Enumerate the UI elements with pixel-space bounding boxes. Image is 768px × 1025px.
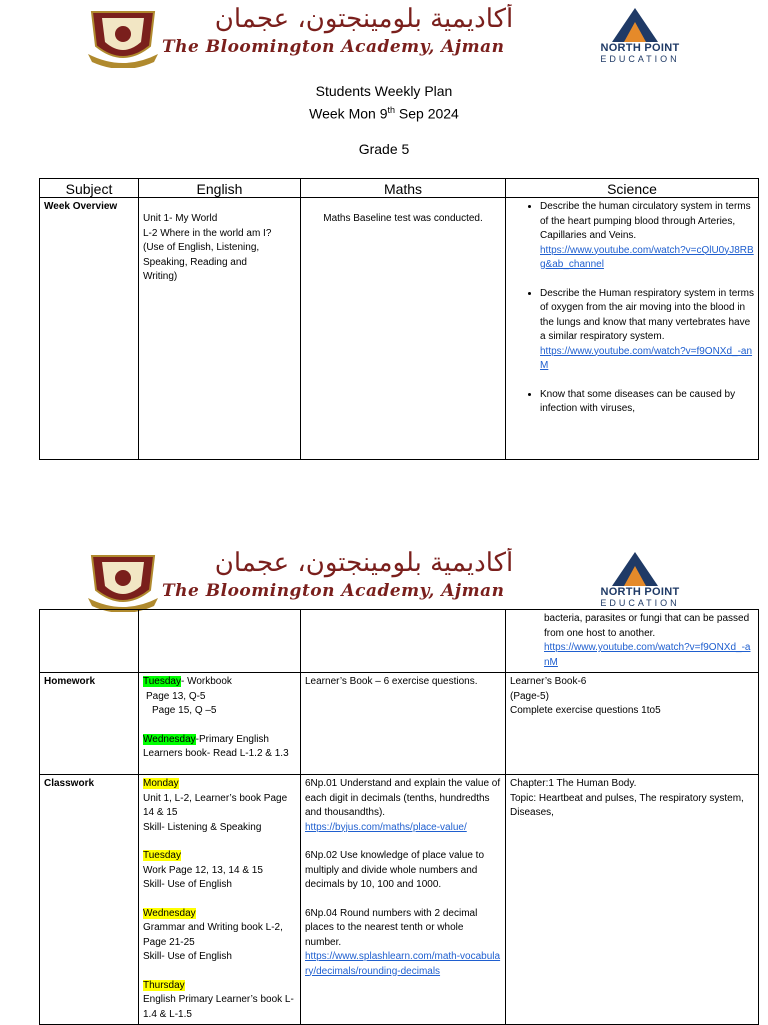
reference-link[interactable]: https://byjus.com/maths/place-value/ (305, 821, 467, 833)
classwork-science: Chapter:1 The Human Body. Topic: Heartbeat and pulses, The respiratory system, Diseases, (506, 775, 759, 1025)
homework-science: Learner’s Book-6 (Page-5) Complete exercise questions 1to5 (506, 673, 759, 775)
list-item: • Know that some diseases can be caused by infection with viruses, (540, 388, 756, 417)
homework-maths: Learner’s Book – 6 exercise questions. (301, 673, 506, 775)
header-maths: Maths (301, 179, 506, 198)
school-name-english: The Bloomington Academy, Ajman (162, 581, 505, 601)
school-crest-icon (84, 550, 162, 612)
school-header-page2 (84, 548, 700, 612)
partner-name: NORTH POINT (600, 586, 680, 598)
week-label: Week Mon 9th Sep 2024 (309, 105, 459, 122)
mountain-logo-icon (610, 6, 660, 44)
homework-english: Tuesday- Workbook Page 13, Q-5 Page 15, Q –5 Wednesday-Primary English Learners book- Read L-1.2 & 1.3 (139, 673, 301, 775)
row-label: Homework (40, 673, 139, 775)
list-item: • Describe the Human respiratory system in terms of oxygen from the air moving into the blood in the lungs and know that many vertebrates have a similar respiratory system. https://www.youtube.com/watch?v=f9ONXd_-anM (540, 287, 756, 374)
table-row-week-overview (40, 198, 759, 460)
table-row-overview-continued (40, 610, 759, 673)
weekly-plan-table-page2 (39, 609, 759, 1025)
partner-subtitle: EDUCATION (600, 598, 680, 608)
school-header (84, 4, 700, 68)
overview-maths-cont (301, 610, 506, 673)
document-title-block (0, 82, 768, 124)
table-row-homework (40, 673, 759, 775)
video-link[interactable]: https://www.youtube.com/watch?v=f9ONXd_-anM (544, 642, 751, 668)
header-english: English (139, 179, 301, 198)
mountain-logo-icon (610, 550, 660, 588)
reference-link[interactable]: https://www.splashlearn.com/math-vocabulary/decimals/rounding-decimals (305, 951, 501, 977)
table-header-row (40, 179, 759, 198)
classwork-maths: 6Np.01 Understand and explain the value of each digit in decimals (tenths, hundredths and thousandths). https://byjus.com/maths/place-value/ 6Np.02 Use knowledge of place value to multiply and divide whole numbers and decimals by 10, 100 and 1000. 6Np.04 Round numbers with 2 decimal places to the nearest tenth or whole number. https://www.splashlearn.com/math-vocabulary/decimals/rounding-decimals (301, 775, 506, 1025)
video-link[interactable]: https://www.youtube.com/watch?v=f9ONXd_-anM (540, 345, 753, 371)
day-highlight: Wednesday (143, 907, 196, 919)
overview-english-cont (139, 610, 301, 673)
school-name-arabic: أكاديمية بلومينجتون، عجمان (214, 548, 514, 578)
partner-logo (580, 4, 700, 66)
list-item: • Describe the human circulatory system in terms of the heart pumping blood through Arteries, Capillaries and Veins. https://www.youtube.com/watch?v=cQlU0yJ8RBg&ab_channel (540, 200, 756, 273)
overview-science-cont: bacteria, parasites or fungi that can be passed from one host to another. https://www.youtube.com/watch?v=f9ONXd_-anM (506, 610, 759, 673)
row-label-empty (40, 610, 139, 673)
video-link[interactable]: https://www.youtube.com/watch?v=cQlU0yJ8RBg&ab_channel (540, 244, 754, 270)
partner-name: NORTH POINT (600, 42, 680, 54)
table-row-classwork (40, 775, 759, 1025)
school-name-english: The Bloomington Academy, Ajman (162, 37, 505, 57)
overview-science (506, 198, 759, 460)
partner-logo (580, 548, 700, 610)
weekly-plan-table-page1 (39, 178, 759, 460)
header-science: Science (506, 179, 759, 198)
document-title: Students Weekly Plan (315, 83, 453, 99)
day-highlight: Monday (143, 778, 179, 789)
day-highlight: Wednesday (143, 733, 196, 745)
partner-subtitle: EDUCATION (600, 54, 680, 64)
day-highlight: Tuesday (143, 850, 181, 861)
overview-maths: Maths Baseline test was conducted. (301, 198, 506, 460)
classwork-english: Monday Unit 1, L-2, Learner’s book Page 14 & 15 Skill- Listening & Speaking Tuesday Work Page 12, 13, 14 & 15 Skill- Use of English Wednesday Grammar and Writing book L-2, Page 21-25 Skill- Use of English Thursday English Primary Learner’s book L-1.4 & L-1.5 (139, 775, 301, 1025)
day-highlight: Tuesday (143, 676, 181, 687)
overview-english: Unit 1- My World L-2 Where in the world am I? (Use of English, Listening, Speaking, Reading and Writing) (139, 198, 301, 460)
row-label: Classwork (40, 775, 139, 1025)
school-name-arabic: أكاديمية بلومينجتون، عجمان (214, 4, 514, 34)
grade-label: Grade 5 (358, 141, 410, 157)
day-highlight: Thursday (143, 979, 185, 991)
header-subject: Subject (40, 179, 139, 198)
science-objectives-list (510, 200, 756, 417)
school-crest-icon (84, 6, 162, 68)
row-label: Week Overview (40, 198, 139, 460)
